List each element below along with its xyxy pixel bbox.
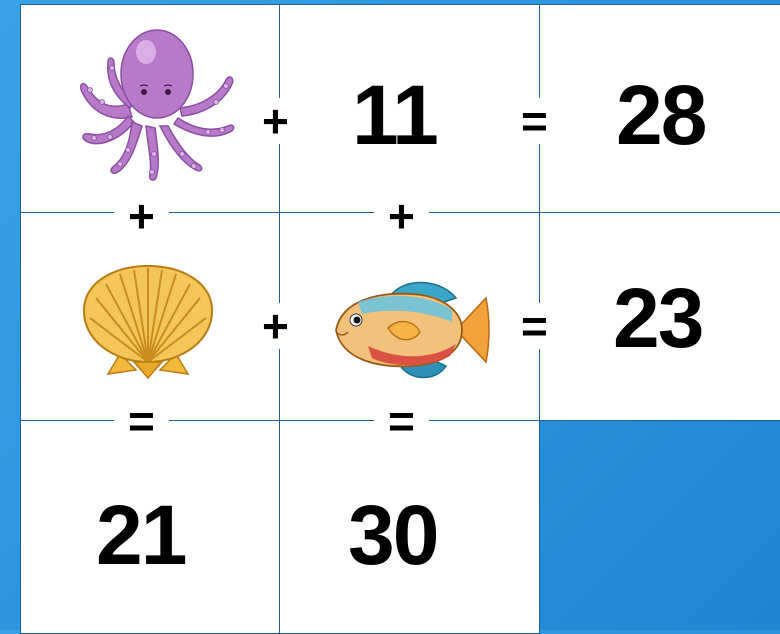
col2-result: 30 xyxy=(348,488,438,582)
row1-value: 11 xyxy=(352,68,437,162)
shell-icon xyxy=(78,262,218,380)
row2-result: 23 xyxy=(613,271,703,365)
octopus-icon xyxy=(70,22,245,182)
row2-equals-sign: = xyxy=(513,303,556,349)
row2-plus-sign: + xyxy=(254,303,297,349)
col2-equals-sign: = xyxy=(374,398,429,444)
row1-plus-sign: + xyxy=(254,98,297,144)
col1-equals-sign: = xyxy=(114,398,169,444)
col1-result: 21 xyxy=(96,488,186,582)
row1-result: 28 xyxy=(616,68,706,162)
row1-equals-sign: = xyxy=(513,98,556,144)
fish-icon xyxy=(328,270,493,390)
col2-plus-sign: + xyxy=(374,193,429,239)
col1-plus-sign: + xyxy=(114,193,169,239)
